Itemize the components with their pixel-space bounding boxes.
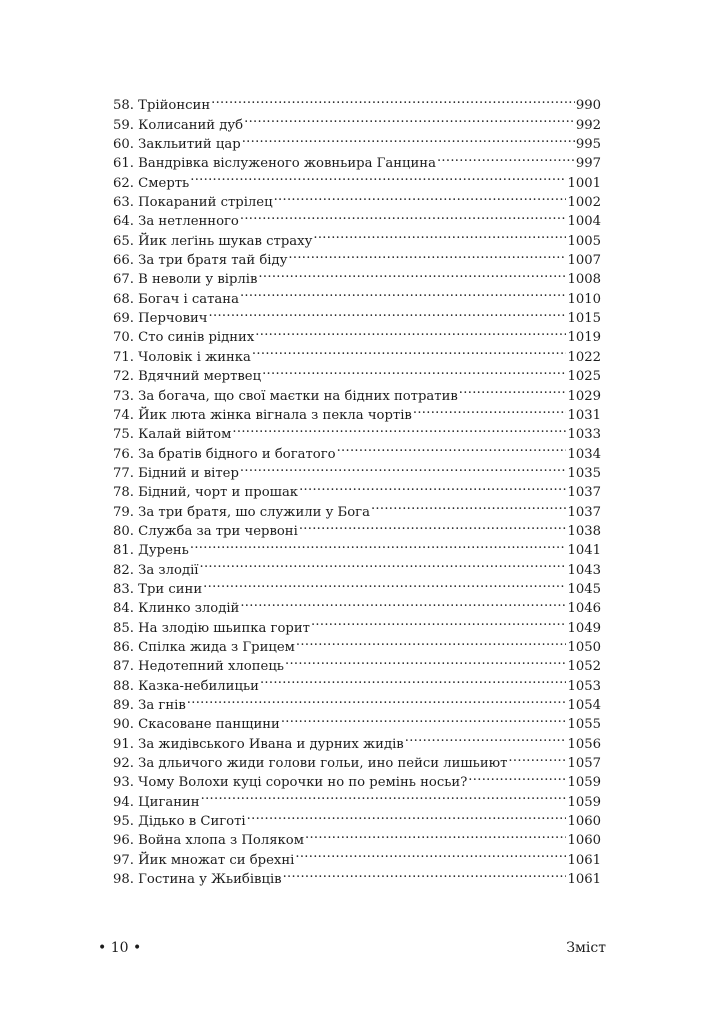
dot-leader bbox=[299, 477, 566, 496]
toc-entry[interactable] bbox=[113, 690, 601, 713]
toc-entry-title: 74. Йик люта жінка вігнала з пекла чортів bbox=[113, 407, 412, 423]
dot-leader bbox=[262, 361, 566, 380]
dot-leader bbox=[296, 632, 567, 651]
toc-entry-title: 93. Чому Волохи куці сорочки но по ремінь носьи? bbox=[113, 775, 468, 791]
toc-entry-title: 95. Дідько в Сиготі bbox=[113, 814, 246, 830]
dot-leader bbox=[252, 341, 567, 360]
dot-leader bbox=[305, 825, 566, 844]
toc-entry-page: 1035 bbox=[567, 465, 601, 481]
toc-entry-page: 1050 bbox=[567, 639, 601, 655]
toc-entry-title: 97. Йик множат си брехні bbox=[113, 852, 295, 868]
dot-leader bbox=[283, 864, 567, 883]
toc-entry-page: 1054 bbox=[567, 698, 601, 713]
toc-entry-title: 87. Недотепний хлопець bbox=[113, 659, 284, 675]
toc-entry-title: 71. Чоловік і жинка bbox=[113, 349, 251, 365]
toc-entry-title: 92. За дльичого жиди голови гольи, ино пейси лишьиют bbox=[113, 756, 508, 772]
toc-entry-title: 67. В неволи у вірлів bbox=[113, 272, 258, 288]
toc-entry-page: 1005 bbox=[567, 233, 601, 249]
toc-entry-title: 81. Дурень bbox=[113, 543, 189, 559]
toc-entry-title: 94. Циганин bbox=[113, 794, 200, 810]
toc-entry-title: 62. Смерть bbox=[113, 175, 190, 191]
toc-entry-title: 73. За богача, що свої маєтки на бідних потратив bbox=[113, 388, 458, 404]
toc-entry-page: 1025 bbox=[567, 369, 601, 385]
toc-entry-title: 85. На злодію шьипка горит bbox=[113, 620, 310, 636]
dot-leader bbox=[274, 187, 567, 206]
toc-entry-page: 1007 bbox=[567, 253, 601, 269]
toc-entry-title: 83. Три сини bbox=[113, 581, 203, 597]
toc-entry-title: 64. За нетленного bbox=[113, 214, 239, 230]
dot-leader bbox=[232, 419, 566, 438]
toc-entry-page: 997 bbox=[575, 156, 601, 172]
toc-entry-title: 75. Калай війтом bbox=[113, 427, 232, 443]
toc-entry-page: 1046 bbox=[567, 601, 601, 617]
dot-leader bbox=[240, 458, 567, 477]
dot-leader bbox=[242, 129, 575, 148]
toc-entry[interactable] bbox=[113, 709, 601, 733]
dot-leader bbox=[244, 109, 575, 128]
toc-entry-page: 1010 bbox=[567, 291, 601, 307]
toc-entry-title: 58. Трійонсин bbox=[113, 98, 211, 114]
toc-entry-title: 90. Скасоване панщини bbox=[113, 717, 280, 733]
dot-leader bbox=[337, 438, 567, 457]
dot-leader bbox=[200, 554, 567, 573]
dot-leader bbox=[437, 148, 575, 167]
toc-entry-title: 98. Гостина у Жьибівців bbox=[113, 872, 282, 888]
dot-leader bbox=[311, 612, 567, 631]
dot-leader bbox=[313, 225, 566, 244]
running-header-section: Зміст bbox=[566, 940, 606, 956]
dot-leader bbox=[288, 245, 566, 264]
dot-leader bbox=[240, 593, 566, 612]
toc-entry-title: 80. Служба за три червоні bbox=[113, 523, 298, 539]
toc-entry-title: 61. Вандрівка віслуженого жовньира Ганцина bbox=[113, 156, 436, 172]
toc-entry-page: 1008 bbox=[567, 272, 601, 288]
dot-leader bbox=[240, 283, 566, 302]
toc-entry-page: 1055 bbox=[567, 717, 601, 733]
toc-entry-page: 1060 bbox=[567, 833, 601, 849]
toc-entry-title: 88. Казка-небилицьи bbox=[113, 678, 259, 694]
toc-entry-page: 1061 bbox=[567, 852, 601, 868]
dot-leader bbox=[203, 574, 566, 593]
toc-entry-title: 65. Йик леґінь шукав страху bbox=[113, 233, 313, 249]
dot-leader bbox=[211, 90, 575, 109]
toc-entry-title: 69. Перчович bbox=[113, 311, 208, 327]
toc-entry-title: 72. Вдячний мертвец bbox=[113, 369, 262, 385]
dot-leader bbox=[255, 322, 566, 341]
toc-entry-title: 70. Сто синів рідних bbox=[113, 330, 255, 346]
dot-leader bbox=[299, 516, 567, 535]
dot-leader bbox=[285, 651, 566, 670]
toc-entry[interactable] bbox=[113, 90, 601, 114]
toc-entry-page: 1061 bbox=[567, 872, 601, 888]
dot-leader bbox=[190, 535, 567, 554]
toc-entry-title: 84. Клинко злодій bbox=[113, 601, 240, 617]
dot-leader bbox=[371, 496, 566, 515]
toc-entry-page: 990 bbox=[575, 98, 601, 114]
dot-leader bbox=[240, 206, 567, 225]
toc-entry-title: 77. Бідний и вітер bbox=[113, 465, 239, 481]
toc-entry-page: 992 bbox=[575, 117, 601, 133]
toc-entry-title: 60. Закльитий цар bbox=[113, 137, 241, 153]
toc-entry-page: 1059 bbox=[567, 775, 601, 791]
toc-entry-page: 1053 bbox=[567, 678, 601, 694]
toc-entry-page: 1059 bbox=[567, 794, 601, 810]
toc-entry-page: 1038 bbox=[567, 523, 601, 539]
dot-leader bbox=[459, 380, 567, 399]
toc-entry-page: 1049 bbox=[567, 620, 601, 636]
toc-entry-title: 76. За братів бідного и богатого bbox=[113, 446, 336, 462]
dot-leader bbox=[190, 167, 566, 186]
toc-entry-page: 1060 bbox=[567, 814, 601, 830]
toc-entry-page: 1056 bbox=[567, 736, 601, 752]
toc-entry-page: 1015 bbox=[567, 311, 601, 327]
dot-leader bbox=[258, 264, 566, 283]
toc-entry-title: 68. Богач і сатана bbox=[113, 291, 239, 307]
dot-leader bbox=[468, 767, 566, 786]
toc-entry-page: 1045 bbox=[567, 581, 601, 597]
toc-entry-page: 1033 bbox=[567, 427, 601, 443]
dot-leader bbox=[295, 844, 566, 863]
dot-leader bbox=[508, 748, 566, 767]
toc-entry-page: 1019 bbox=[567, 330, 601, 346]
toc-entry-page: 1052 bbox=[567, 659, 601, 675]
dot-leader bbox=[187, 690, 567, 709]
toc-entry-page: 1041 bbox=[567, 543, 601, 559]
dot-leader bbox=[247, 806, 567, 825]
toc-entry-title: 78. Бідний, чорт и прошак bbox=[113, 485, 299, 501]
toc-entry-page: 1031 bbox=[567, 407, 601, 423]
toc-entry-page: 1002 bbox=[567, 195, 601, 211]
toc-entry-page: 1004 bbox=[567, 214, 601, 230]
toc-entry-page: 995 bbox=[575, 137, 601, 153]
toc-entry-page: 1037 bbox=[567, 504, 601, 520]
page-number: • 10 • bbox=[98, 940, 142, 956]
toc-entry-page: 1037 bbox=[567, 485, 601, 501]
dot-leader bbox=[209, 303, 567, 322]
toc-entry-title: 66. За три братя тай біду bbox=[113, 253, 288, 269]
toc-entry-title: 96. Война хлопа з Поляком bbox=[113, 833, 304, 849]
toc-entry-title: 89. За гнів bbox=[113, 698, 186, 713]
toc-entry-title: 59. Колисаний дуб bbox=[113, 117, 244, 133]
toc-entry-page: 1029 bbox=[567, 388, 601, 404]
toc-entry-page: 1001 bbox=[567, 175, 601, 191]
dot-leader bbox=[281, 709, 567, 728]
toc-entry-page: 1057 bbox=[567, 756, 601, 772]
toc-entry-page: 1022 bbox=[567, 349, 601, 365]
dot-leader bbox=[201, 786, 567, 805]
table-of-contents bbox=[113, 90, 601, 888]
toc-entry-page: 1043 bbox=[567, 562, 601, 578]
dot-leader bbox=[405, 728, 567, 747]
dot-leader bbox=[260, 670, 567, 689]
toc-entry-title: 79. За три братя, шо служили у Бога bbox=[113, 504, 370, 520]
toc-entry-title: 86. Спілка жида з Грицем bbox=[113, 639, 295, 655]
dot-leader bbox=[413, 400, 567, 419]
toc-entry-page: 1034 bbox=[567, 446, 601, 462]
toc-entry-title: 91. За жидівського Ивана и дурних жидів bbox=[113, 736, 404, 752]
toc-entry-title: 82. За злодії bbox=[113, 562, 199, 578]
toc-entry-title: 63. Покараний стрілец bbox=[113, 195, 273, 211]
